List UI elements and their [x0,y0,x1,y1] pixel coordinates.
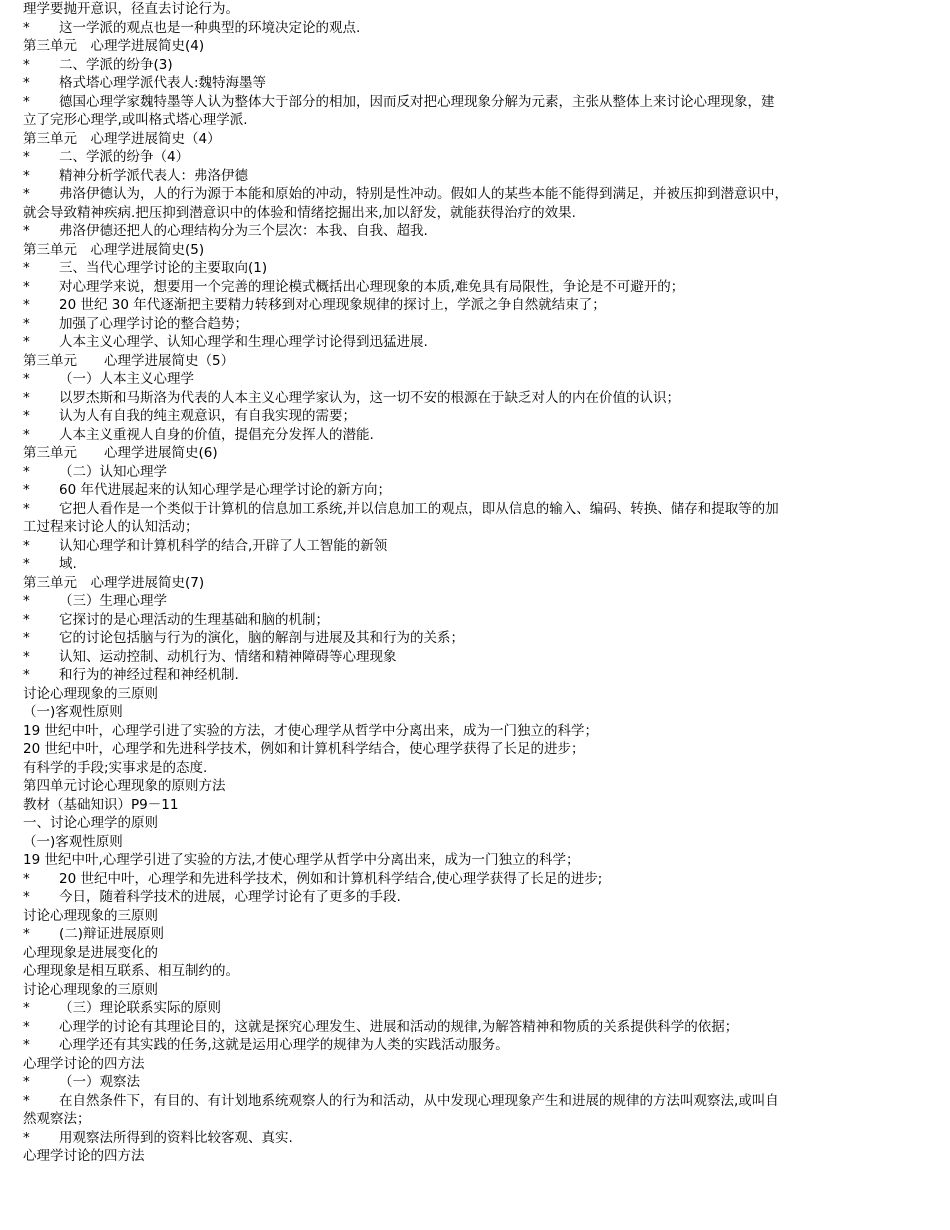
line-text: 就会导致精神疾病.把压抑到潜意识中的体验和情绪挖掘出来,加以舒发，就能获得治疗的效果. [23,204,576,221]
bullet-line [23,555,942,574]
bullet-mark: * [23,482,30,498]
bullet-line [23,1018,942,1037]
line-text: 心理学讨论的四方法 [23,1055,145,1072]
line-text: （三）理论联系实际的原则 [59,1000,221,1016]
bullet-line [23,1129,942,1148]
line-text: 今日，随着科学技术的进展，心理学讨论有了更多的手段. [59,889,401,905]
bullet-line [23,370,942,389]
line-text: （一)客观性原则 [23,833,123,850]
line-text: 第四单元讨论心理现象的原则方法 [23,778,226,794]
line-text: （一)客观性原则 [23,704,123,720]
bullet-line [23,167,942,186]
bullet-mark: * [23,334,30,350]
text-line [23,1147,942,1166]
line-text: 域. [59,556,77,572]
bullet-mark: * [23,611,30,628]
text-line [23,1110,942,1129]
line-text: 心理现象是进展变化的 [23,944,158,961]
line-text: 这一学派的观点也是一种典型的环境决定论的观点. [59,19,361,36]
line-text: （二）认知心理学 [59,463,167,480]
line-text: （一）人本主义心理学 [59,371,194,387]
line-text: 人本主义重视人自身的价值，提倡充分发挥人的潜能. [59,426,374,443]
bullet-mark: * [23,889,30,905]
bullet-mark: * [23,278,30,295]
text-line [23,722,942,741]
line-text: 心理现象是相互联系、相互制约的。 [23,963,239,979]
bullet-line [23,74,942,93]
bullet-mark: * [23,648,30,665]
text-line [23,777,942,796]
bullet-line [23,648,942,667]
bullet-line [23,500,942,519]
bullet-mark: * [23,149,30,165]
bullet-line [23,296,942,315]
line-text: 弗洛伊德认为，人的行为源于本能和原始的冲动，特别是性冲动。假如人的某些本能不能得到满足，并被压抑到潜意识中， [59,186,788,202]
text-line [23,352,942,371]
text-line [23,981,942,1000]
line-text: 讨论心理现象的三原则 [23,907,158,924]
bullet-mark: * [23,297,30,313]
text-line [23,759,942,778]
text-line [23,518,942,537]
bullet-line [23,56,942,75]
bullet-line [23,93,942,112]
text-line [23,944,942,963]
text-line [23,851,942,870]
bullet-line [23,537,942,556]
bullet-line [23,278,942,297]
line-text: 工过程来讨论人的认知活动； [23,519,199,535]
line-text: 然观察法； [23,1111,91,1127]
bullet-line [23,19,942,38]
bullet-mark: * [23,260,30,276]
line-text: 心理学还有其实践的任务,这就是运用心理学的规律为人类的实践活动服务。 [59,1037,509,1053]
bullet-line [23,611,942,630]
text-line [23,833,942,852]
line-text: 它探讨的是心理活动的生理基础和脑的机制； [59,611,329,628]
bullet-line [23,629,942,648]
text-line [23,796,942,815]
text-line [23,685,942,704]
bullet-line [23,1036,942,1055]
bullet-line [23,870,942,889]
bullet-mark: * [23,926,30,942]
bullet-line [23,148,942,167]
line-text: 以罗杰斯和马斯洛为代表的人本主义心理学家认为，这一切不安的根源在于缺乏对人的内在价值的认识； [59,389,680,406]
bullet-mark: * [23,56,30,73]
bullet-line [23,592,942,611]
bullet-line [23,888,942,907]
bullet-line [23,426,942,445]
line-text: 讨论心理现象的三原则 [23,981,158,998]
line-text: 认知、运动控制、动机行为、情绪和精神障碍等心理现象 [59,648,397,665]
line-text: 19 世纪中叶,心理学引进了实验的方法,才使心理学从哲学中分离出来，成为一门独立的科学； [23,852,580,868]
line-text: 20 世纪中叶，心理学和先进科学技术，例如和计算机科学结合,使心理学获得了长足的进步; [59,870,603,887]
bullet-mark: * [23,19,30,36]
line-text: 60 年代进展起来的认知心理学是心理学讨论的新方向； [59,482,391,498]
bullet-line [23,463,942,482]
text-line [23,907,942,926]
bullet-mark: * [23,463,30,480]
text-line [23,740,942,759]
line-text: 第三单元 心理学进展简史(5) [23,241,205,258]
bullet-mark: * [23,593,30,609]
line-text: 心理学的讨论有其理论目的，这就是探究心理发生、进展和活动的规律,为解答精神和物质的关系提供科学的依据； [59,1018,739,1035]
line-text: 一、讨论心理学的原则 [23,815,158,831]
line-text: 用观察法所得到的资料比较客观、真实. [59,1129,293,1146]
text-line [23,37,942,56]
bullet-mark: * [23,75,30,91]
line-text: （一）观察法 [59,1074,140,1090]
bullet-line [23,1092,942,1111]
line-text: 人本主义心理学、认知心理学和生理心理学讨论得到迅猛进展. [59,334,428,350]
bullet-line [23,259,942,278]
line-text: 讨论心理现象的三原则 [23,685,158,702]
bullet-mark: * [23,93,30,110]
line-text: 认为人有自我的纯主观意识，有自我实现的需要； [59,408,356,424]
line-text: 19 世纪中叶，心理学引进了实验的方法，才使心理学从哲学中分离出来，成为一门独立的科学； [23,722,598,739]
text-line [23,204,942,223]
bullet-mark: * [23,1092,30,1109]
line-text: 和行为的神经过程和神经机制. [59,667,239,683]
bullet-mark: * [23,1018,30,1035]
line-text: 德国心理学家魏特墨等人认为整体大于部分的相加，因而反对把心理现象分解为元素，主张从整体上来讨论心理现象，建 [59,93,775,110]
bullet-mark: * [23,426,30,443]
line-text: 第三单元 心理学进展简史（4） [23,130,221,147]
bullet-mark: * [23,1037,30,1053]
bullet-mark: * [23,315,30,332]
text-line [23,111,942,130]
line-text: 第三单元 心理学进展简史(4) [23,38,205,54]
line-text: 在自然条件下，有目的、有计划地系统观察人的行为和活动，从中发现心理现象产生和进展的规律的方法叫观察法,或叫自 [59,1092,779,1109]
bullet-line [23,1073,942,1092]
text-line [23,703,942,722]
line-text: 三、当代心理学讨论的主要取向(1) [59,260,268,276]
line-text: 立了完形心理学,或叫格式塔心理学派. [23,112,248,128]
text-line [23,1055,942,1074]
line-text: 二、学派的纷争(3) [59,56,173,73]
bullet-mark: * [23,1000,30,1016]
bullet-mark: * [23,223,30,239]
line-text: 弗洛伊德还把人的心理结构分为三个层次：本我、自我、超我. [59,223,428,239]
bullet-line [23,925,942,944]
bullet-line [23,185,942,204]
bullet-mark: * [23,537,30,554]
text-line [23,130,942,149]
bullet-line [23,999,942,1018]
text-line [23,444,942,463]
line-text: 心理学讨论的四方法 [23,1148,145,1164]
text-line [23,241,942,260]
line-text: 它把人看作是一个类似于计算机的信息加工系统,并以信息加工的观点，即从信息的输入、编码、转换、储存和提取等的加 [59,500,779,517]
line-text: 有科学的手段;实事求是的态度. [23,759,208,776]
bullet-mark: * [23,1129,30,1146]
line-text: 20 世纪中叶，心理学和先进科学技术，例如和计算机科学结合，使心理学获得了长足的进步； [23,741,585,757]
bullet-mark: * [23,1074,30,1090]
bullet-line [23,333,942,352]
bullet-mark: * [23,389,30,406]
line-text: 教材（基础知识）P9－11 [23,796,179,813]
bullet-mark: * [23,167,30,184]
line-text: 加强了心理学讨论的整合趋势； [59,315,248,332]
line-text: 它的讨论包括脑与行为的演化，脑的解剖与进展及其和行为的关系； [59,630,464,646]
bullet-mark: * [23,500,30,517]
bullet-mark: * [23,630,30,646]
line-text: 对心理学来说，想要用一个完善的理论模式概括出心理现象的本质,难免具有局限性，争论是不可避开的； [59,278,685,295]
bullet-mark: * [23,408,30,424]
line-text: 第三单元 心理学进展简史（5） [23,352,235,369]
line-text: 理学要抛开意识，径直去讨论行为。 [23,1,239,17]
line-text: 第三单元 心理学进展简史(6) [23,445,218,461]
bullet-line [23,481,942,500]
bullet-mark: * [23,186,30,202]
bullet-mark: * [23,371,30,387]
line-text: 20 世纪 30 年代逐渐把主要精力转移到对心理现象规律的探讨上，学派之争自然就结束了； [59,297,606,313]
line-text: 第三单元 心理学进展简史(7) [23,574,205,591]
line-text: 认知心理学和计算机科学的结合,开辟了人工智能的新领 [59,537,388,554]
bullet-mark: * [23,870,30,887]
text-line [23,574,942,593]
text-line [23,0,942,19]
text-line [23,814,942,833]
line-text: 精神分析学派代表人：弗洛伊德 [59,167,248,184]
line-text: （三）生理心理学 [59,593,167,609]
line-text: (二)辩证进展原则 [59,926,165,942]
bullet-line [23,389,942,408]
bullet-mark: * [23,556,30,572]
text-line [23,962,942,981]
bullet-line [23,407,942,426]
bullet-line [23,222,942,241]
bullet-line [23,315,942,334]
line-text: 格式塔心理学派代表人:魏特海墨等 [59,75,267,91]
bullet-mark: * [23,667,30,683]
bullet-line [23,666,942,685]
line-text: 二、学派的纷争（4） [59,149,190,165]
